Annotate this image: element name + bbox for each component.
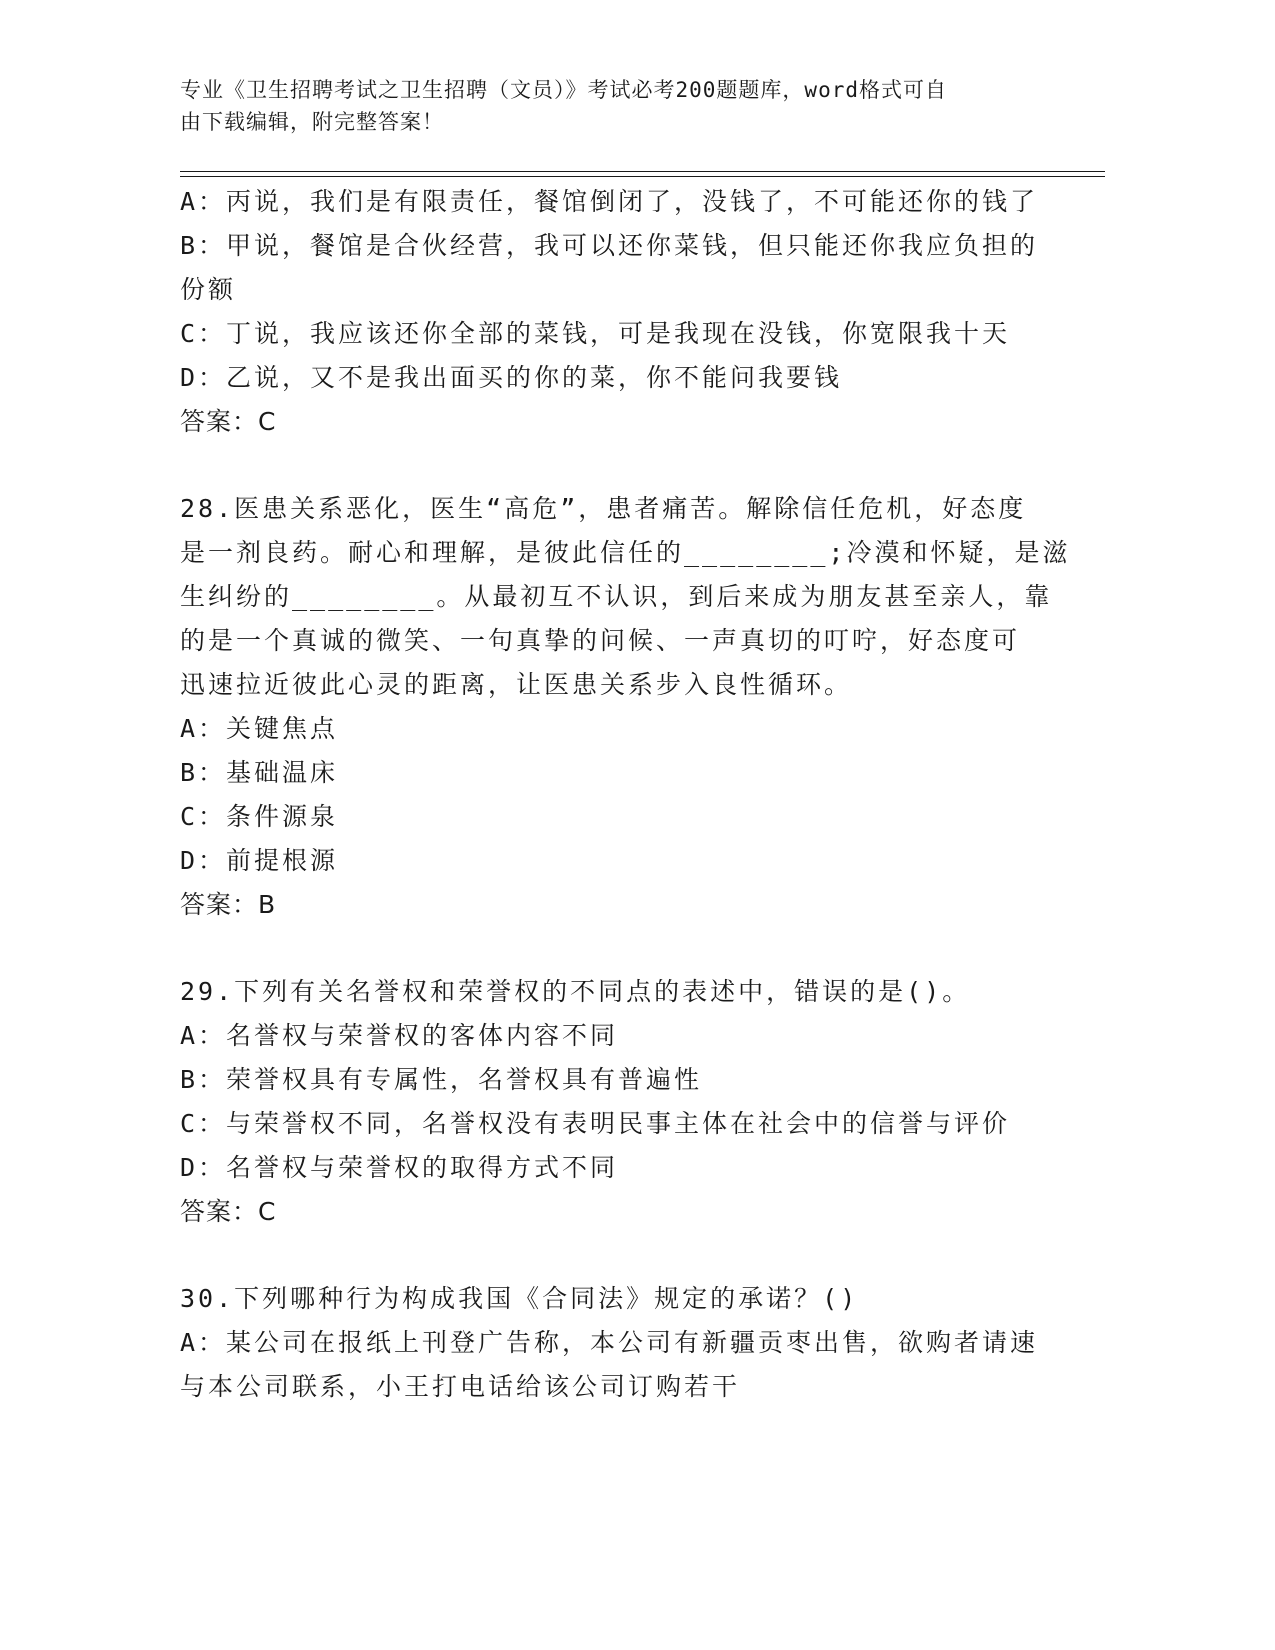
- option-a-line-2: 与本公司联系，小王打电话给该公司订购若干: [180, 1372, 741, 1401]
- option-b: B：基础温床: [180, 758, 339, 787]
- spacer: [180, 1234, 1050, 1277]
- document-header: [180, 74, 1040, 138]
- option-b-line-1: B：甲说，餐馆是合伙经营，我可以还你菜钱，但只能还你我应负担的: [180, 231, 1039, 260]
- option-c: C：丁说，我应该还你全部的菜钱，可是我现在没钱，你宽限我十天: [180, 319, 1011, 348]
- option-d: D：乙说，又不是我出面买的你的菜，你不能问我要钱: [180, 363, 843, 392]
- header-divider-top: [180, 171, 1105, 172]
- question-29: [180, 970, 1050, 1234]
- header-divider-bottom: [180, 176, 1105, 177]
- option-b: B：荣誉权具有专属性，名誉权具有普遍性: [180, 1065, 703, 1094]
- answer: 答案：C: [180, 407, 277, 436]
- question-list: [180, 180, 1071, 1409]
- question-stem: 29.下列有关名誉权和荣誉权的不同点的表述中，错误的是()。: [180, 977, 971, 1006]
- option-d: D：前提根源: [180, 846, 339, 875]
- question-stem-line-2: 是一剂良药。耐心和理解，是彼此信任的________;冷漠和怀疑，是滋: [180, 538, 1071, 567]
- spacer: [180, 927, 1050, 970]
- option-c: C：条件源泉: [180, 802, 339, 831]
- spacer: [180, 444, 1050, 487]
- question-stem-line-1: 28.医患关系恶化，医生“高危”，患者痛苦。解除信任危机，好态度: [180, 494, 1027, 523]
- option-d: D：名誉权与荣誉权的取得方式不同: [180, 1153, 619, 1182]
- question-stem-line-4: 的是一个真诚的微笑、一句真挚的问候、一声真切的叮咛，好态度可: [180, 626, 1021, 655]
- option-a: A：关键焦点: [180, 714, 339, 743]
- question-stem: 30.下列哪种行为构成我国《合同法》规定的承诺？(): [180, 1284, 859, 1313]
- question-27: [180, 180, 1050, 444]
- question-stem-line-3: 生纠纷的________。从最初互不认识，到后来成为朋友甚至亲人，靠: [180, 582, 1053, 611]
- option-a-line-1: A：某公司在报纸上刊登广告称，本公司有新疆贡枣出售，欲购者请速: [180, 1328, 1039, 1357]
- question-28: [180, 487, 1071, 927]
- answer: 答案：C: [180, 1197, 277, 1226]
- header-line-1: 专业《卫生招聘考试之卫生招聘（文员）》考试必考200题题库，word格式可自: [180, 78, 947, 102]
- option-a: A：丙说，我们是有限责任，餐馆倒闭了，没钱了，不可能还你的钱了: [180, 187, 1039, 216]
- header-line-2: 由下载编辑，附完整答案！: [180, 110, 444, 134]
- question-30: [180, 1277, 1050, 1409]
- option-c: C：与荣誉权不同，名誉权没有表明民事主体在社会中的信誉与评价: [180, 1109, 1011, 1138]
- option-a: A：名誉权与荣誉权的客体内容不同: [180, 1021, 619, 1050]
- answer: 答案：B: [180, 890, 277, 919]
- option-b-line-2: 份额: [180, 275, 237, 304]
- question-stem-line-5: 迅速拉近彼此心灵的距离，让医患关系步入良性循环。: [180, 670, 853, 699]
